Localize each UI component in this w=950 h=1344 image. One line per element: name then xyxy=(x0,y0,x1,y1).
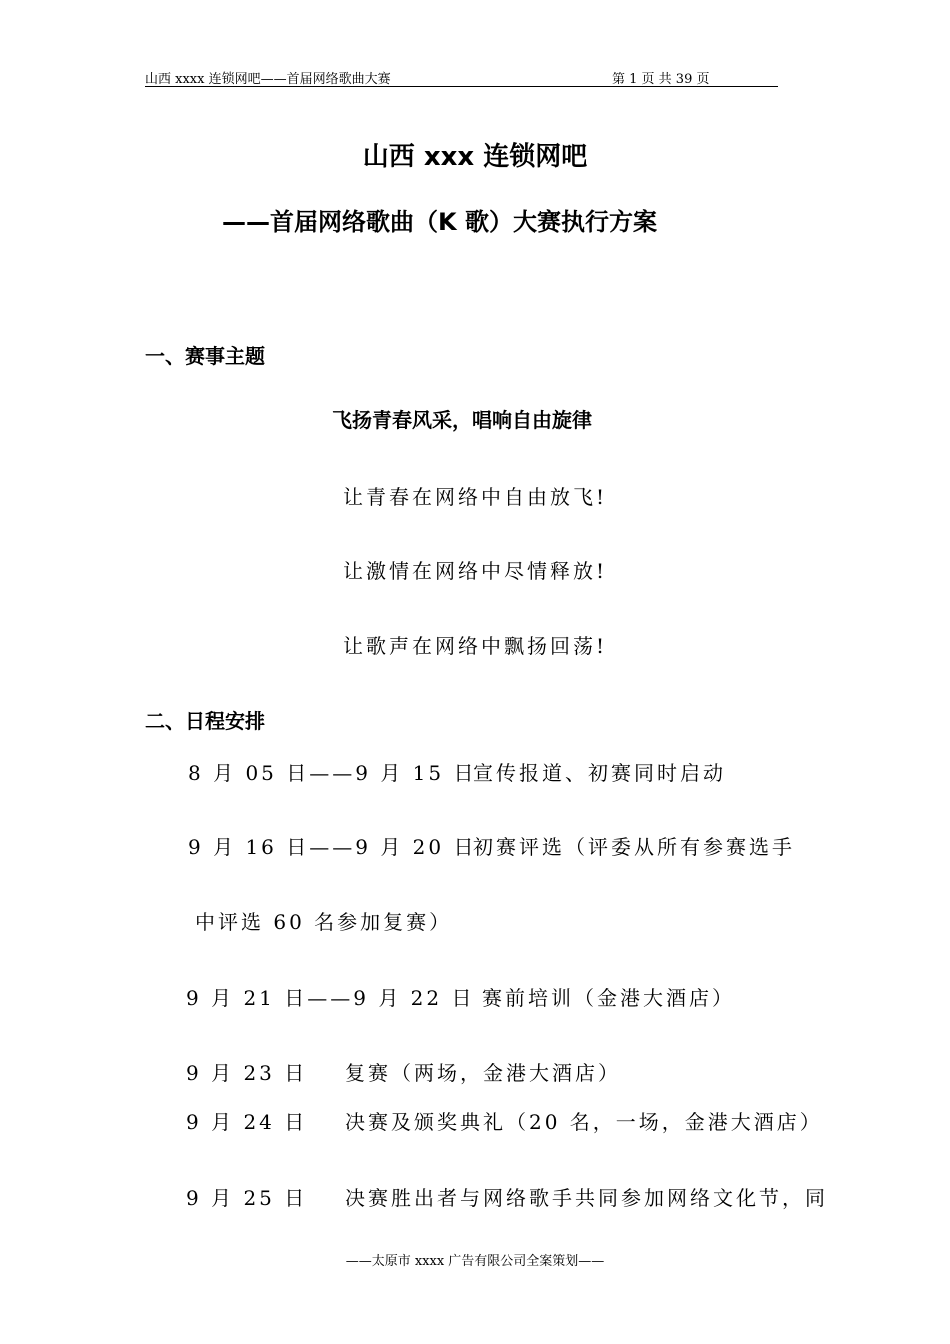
theme-line: 让激情在网络中尽情释放! xyxy=(343,559,608,583)
page-footer: ——太原市 xxxx 广告有限公司全案策划—— xyxy=(345,1254,605,1269)
schedule-desc: 复赛（两场，金港大酒店） xyxy=(345,1061,621,1085)
section-heading-theme: 一、赛事主题 xyxy=(145,344,265,368)
schedule-desc: 宣传报道、初赛同时启动 xyxy=(473,761,726,785)
schedule-date: 9 月 23 日 xyxy=(186,1061,308,1085)
page-number: 第 1 页 共 39 页 xyxy=(612,72,710,87)
schedule-desc: 赛前培训（金港大酒店） xyxy=(482,986,735,1010)
theme-line: 让歌声在网络中飘扬回荡! xyxy=(343,634,608,658)
schedule-date: 9 月 21 日——9 月 22 日 xyxy=(186,986,475,1010)
header-rule xyxy=(145,86,778,87)
schedule-date: 8 月 05 日——9 月 15 日 xyxy=(188,761,477,785)
section-heading-schedule: 二、日程安排 xyxy=(145,709,265,733)
schedule-desc: 决赛胜出者与网络歌手共同参加网络文化节，同 xyxy=(345,1186,828,1210)
schedule-date: 9 月 24 日 xyxy=(186,1110,308,1134)
schedule-desc: 决赛及颁奖典礼（20 名，一场，金港大酒店） xyxy=(345,1110,823,1134)
theme-slogan: 飞扬青春风采，唱响自由旋律 xyxy=(332,408,592,432)
schedule-desc: 初赛评选（评委从所有参赛选手 xyxy=(473,835,795,859)
schedule-desc-continued: 中评选 60 名参加复赛） xyxy=(195,910,453,934)
schedule-date: 9 月 25 日 xyxy=(186,1186,308,1210)
document-subtitle: ——首届网络歌曲（K 歌）大赛执行方案 xyxy=(222,208,657,236)
theme-line: 让青春在网络中自由放飞! xyxy=(343,485,608,509)
document-title: 山西 xxx 连锁网吧 xyxy=(362,142,588,172)
running-header-title: 山西 xxxx 连锁网吧——首届网络歌曲大赛 xyxy=(145,72,391,87)
schedule-date: 9 月 16 日——9 月 20 日 xyxy=(188,835,477,859)
